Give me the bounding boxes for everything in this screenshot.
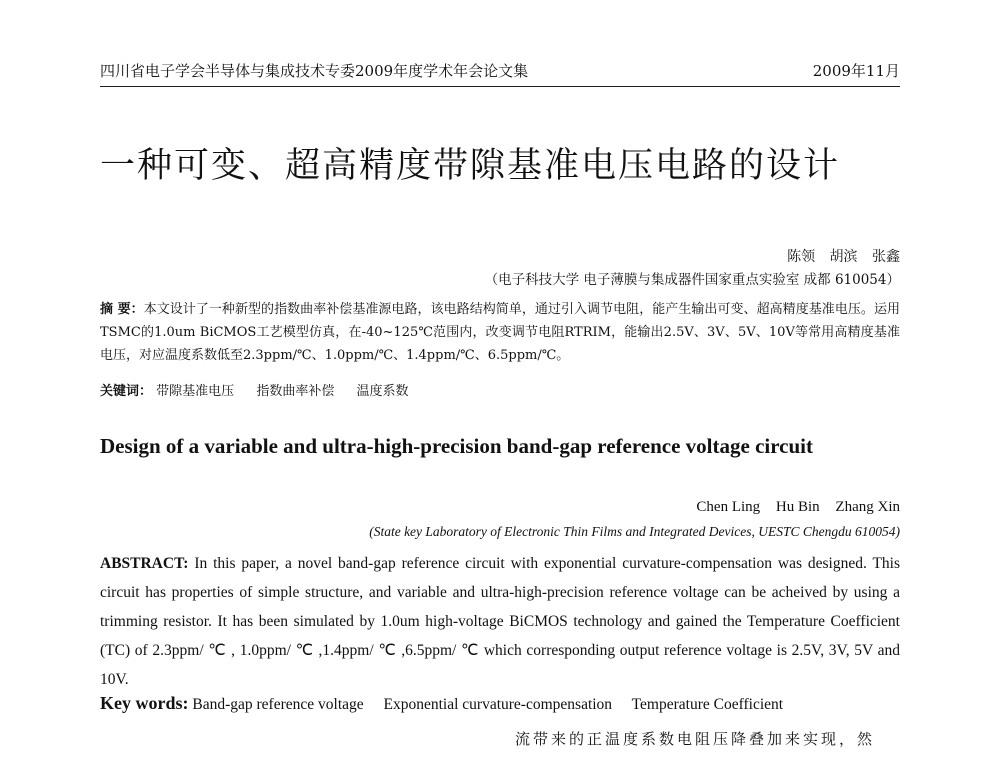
keywords-english <box>100 693 799 714</box>
keyword-english: Exponential curvature-compensation <box>383 696 613 713</box>
keyword-chinese: 温度系数 <box>356 384 409 399</box>
keyword-chinese: 带隙基准电压 <box>156 384 235 399</box>
keywords-chinese-label: 关键词： <box>100 384 153 399</box>
abstract-english-label: ABSTRACT: <box>100 555 189 572</box>
keywords-english-label: Key words: <box>100 693 189 713</box>
title-english: Design of a variable and ultra-high-precision band-gap reference voltage circuit <box>100 434 813 458</box>
publication-date: 2009年11月 <box>812 62 900 80</box>
abstract-chinese <box>100 298 900 367</box>
authors-english <box>684 499 900 516</box>
affiliation-english: (State key Laboratory of Electronic Thin Films and Integrated Devices, UESTC Chengdu 610054) <box>369 524 900 539</box>
title-chinese: 一种可变、超高精度带隙基准电压电路的设计 <box>100 146 841 186</box>
affiliation-chinese: （电子科技大学 电子薄膜与集成器件国家重点实验室 成都 610054） <box>484 272 900 288</box>
keyword-english: Band-gap reference voltage <box>192 696 364 713</box>
keyword-english: Temperature Coefficient <box>631 696 784 713</box>
abstract-english <box>100 549 900 694</box>
author-english: Chen Ling <box>696 499 761 515</box>
running-header <box>100 60 900 84</box>
authors-chinese: 陈领 胡滨 张鑫 <box>787 249 900 265</box>
keyword-chinese: 指数曲率补偿 <box>256 384 335 399</box>
abstract-chinese-text: 本文设计了一种新型的指数曲率补偿基准源电路，该电路结构简单，通过引入调节电阻，能产生输出可变、超高精度基准电压。运用TSMC的1.0um BiCMOS工艺模型仿真，在-40~125℃范围内，改变调节电阻RTRIM，能输出2.5V、3V、5V、10V等常用高精度基准电压，对应温度系数低至2.3ppm/℃、1.0ppm/℃、1.4ppm/℃、6.5ppm/℃。 <box>100 302 900 363</box>
body-text-chinese: 流带来的正温度系数电阻压降叠加来实现，然 <box>515 730 876 748</box>
keywords-chinese <box>100 380 426 399</box>
abstract-english-text: In this paper, a novel band-gap reference circuit with exponential curvature-compensation was designed. This circuit has properties of simple structure, and variable and ultra-high-precision reference voltage can be acheived by using a trimming resistor. It has been simulated by 1.0um high-voltage BiCMOS technology and gained the Temperature Coefficient (TC) of 2.3ppm/ ℃ , 1.0ppm/ ℃ ,1.4ppm/ ℃ ,6.5ppm/ ℃ which corresponding output reference voltage is 2.5V, 3V, 5V and 10V. <box>100 555 900 688</box>
author-english: Zhang Xin <box>835 499 900 515</box>
author-english: Hu Bin <box>775 499 820 515</box>
journal-name: 四川省电子学会半导体与集成技术专委2009年度学术年会论文集 <box>100 62 529 80</box>
abstract-chinese-label: 摘 要： <box>100 302 144 317</box>
header-rule <box>100 86 900 87</box>
